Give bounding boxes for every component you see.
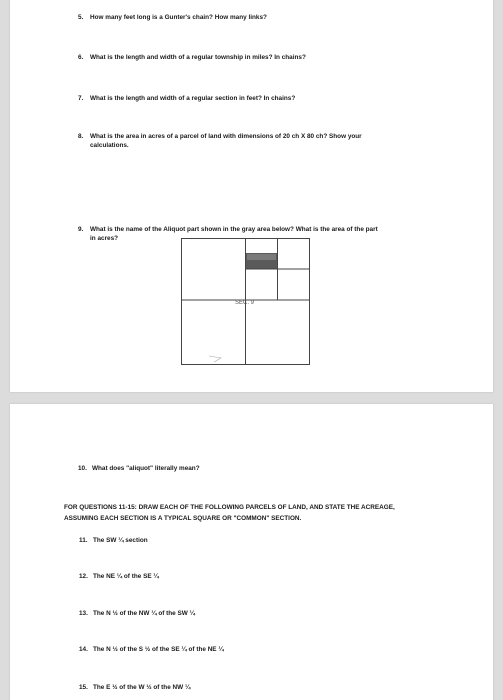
question-text-continued: calculations. (90, 142, 129, 149)
question-text: The N ½ of the S ½ of the SE ¼ of the NE ¼ (93, 646, 224, 653)
question-text: The N ½ of the NW ¼ of the SW ¼ (93, 610, 195, 617)
question-text: The NE ¼ of the SE ¼ (93, 573, 159, 580)
question-7 (78, 94, 295, 103)
question-text: What is the length and width of a regular section in feet? In chains? (90, 95, 296, 102)
shaded-highlight (247, 254, 276, 260)
question-number: 15. (79, 684, 88, 691)
question-text: The E ½ of the W ½ of the NW ¼ (93, 684, 191, 691)
question-number: 14. (79, 646, 88, 653)
parcel-12 (79, 572, 159, 581)
question-5 (78, 13, 267, 22)
question-number: 5. (78, 14, 84, 21)
question-number: 9. (78, 226, 84, 233)
question-text: What does "aliquot" literally mean? (92, 465, 200, 472)
question-text: How many feet long is a Gunter's chain? How many links? (90, 14, 267, 21)
question-10 (78, 464, 200, 473)
parcel-11 (79, 536, 148, 545)
question-8 (78, 132, 362, 150)
faint-pencil-mark (209, 356, 221, 362)
question-6 (78, 53, 306, 62)
question-text: The SW ¼ section (93, 537, 148, 544)
question-number: 13. (79, 610, 88, 617)
question-number: 6. (78, 54, 84, 61)
question-number: 11. (79, 537, 88, 544)
instructions-line-2: ASSUMING EACH SECTION IS A TYPICAL SQUARE OR "COMMON" SECTION. (64, 515, 302, 522)
worksheet-page-2 (10, 404, 493, 700)
question-number: 7. (78, 95, 84, 102)
question-text-continued: in acres? (90, 235, 119, 242)
question-number: 12. (79, 573, 88, 580)
section-diagram (181, 238, 311, 366)
question-text: What is the name of the Aliquot part shown in the gray area below? What is the area of the part (90, 226, 378, 233)
question-text: What is the length and width of a regular township in miles? In chains? (90, 54, 306, 61)
question-number: 10. (78, 465, 87, 472)
parcel-13 (79, 609, 195, 618)
parcel-14 (79, 645, 224, 654)
instructions-line-1: FOR QUESTIONS 11-15: DRAW EACH OF THE FOLLOWING PARCELS OF LAND, AND STATE THE ACREAGE, (64, 504, 395, 511)
question-text: What is the area in acres of a parcel of land with dimensions of 20 ch X 80 ch? Show your (90, 133, 362, 140)
question-number: 8. (78, 133, 84, 140)
section-label: SEC. 9 (235, 300, 255, 306)
parcel-15 (79, 683, 190, 692)
